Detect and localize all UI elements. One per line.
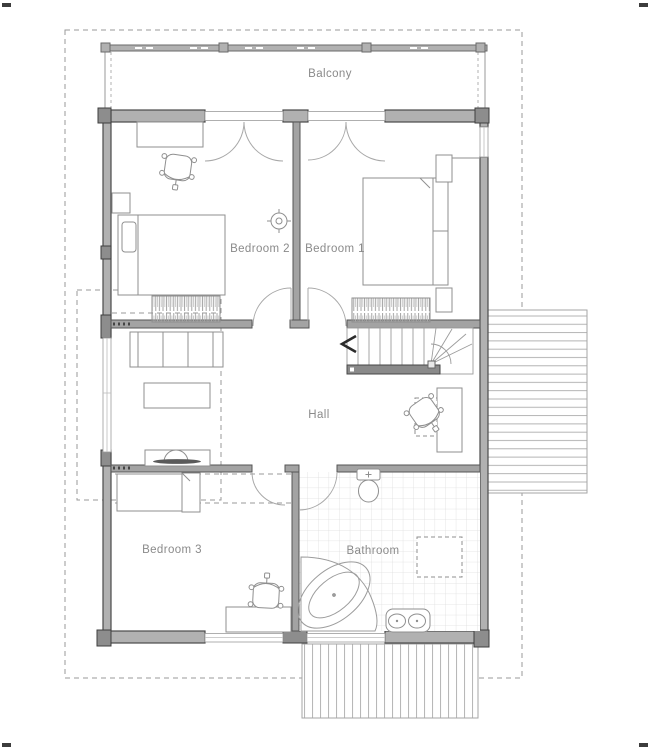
door-bedroom1 xyxy=(308,288,346,326)
exterior-wall-bottom-center-pier xyxy=(283,631,307,643)
staircase xyxy=(342,328,473,374)
bedroom2-furniture xyxy=(112,122,291,322)
door-bedroom3 xyxy=(252,472,285,505)
bedroom2-desk xyxy=(137,122,203,147)
exterior-wall-bottom-left xyxy=(103,631,205,643)
bedroom3-label: Bedroom 3 xyxy=(142,544,202,556)
bedroom1-nightstand-top xyxy=(436,155,452,182)
wall-bedroom1-bedroom2 xyxy=(293,122,300,322)
bedroom2-wardrobe xyxy=(152,296,220,322)
bathroom-dashed-shower-area xyxy=(417,537,462,577)
exterior-wall-top-left xyxy=(103,110,205,122)
wall-pier-bedroom-doors xyxy=(290,320,309,328)
hall-cabinet xyxy=(130,332,223,367)
balcony-door-bedroom2-left xyxy=(205,122,244,161)
exterior-wall-left-upper xyxy=(103,110,111,338)
wall-pier-bottom-doors xyxy=(285,465,299,472)
bedroom3-desk xyxy=(226,607,291,632)
bedroom1-nightstand-bottom xyxy=(436,288,452,312)
balcony-door-threshold-bedroom2 xyxy=(205,112,283,121)
toilet-bowl xyxy=(359,480,379,502)
hall-tv-screen xyxy=(153,459,201,464)
bathroom-label: Bathroom xyxy=(346,545,400,557)
balcony-door-threshold-bedroom1 xyxy=(308,112,385,121)
hall-desk xyxy=(437,388,462,452)
exterior-wall-top-right xyxy=(385,110,487,122)
balcony-rail-bar xyxy=(103,45,487,51)
bedroom3-pillow xyxy=(182,473,200,512)
hall-label: Hall xyxy=(308,409,330,421)
stair-handrail xyxy=(347,365,440,374)
bedroom3-bed xyxy=(117,474,182,511)
bedroom1-label: Bedroom 1 xyxy=(305,243,365,255)
double-sink-vanity xyxy=(386,609,430,632)
handrail-newel xyxy=(350,368,354,372)
exterior-wall-left-lower xyxy=(103,452,111,643)
bedroom2-chair xyxy=(158,153,197,193)
ceiling-light-symbol xyxy=(267,209,291,233)
balcony-door-bedroom1-right xyxy=(346,122,385,161)
vanity-counter xyxy=(386,609,430,632)
balcony-door-bedroom2-right xyxy=(244,122,283,161)
bedroom2-nightstand xyxy=(112,193,130,213)
corner-cap-top-left xyxy=(98,108,111,123)
balcony-railing xyxy=(101,43,487,110)
bedroom1-furniture xyxy=(352,155,480,322)
right-deck-stairs xyxy=(488,310,587,493)
exterior-wall-top-center xyxy=(283,110,308,122)
left-wall-pier-1 xyxy=(101,246,111,259)
corner-cap-top-right xyxy=(475,108,489,123)
exterior-wall-right xyxy=(480,157,488,643)
exterior-wall-bottom-right xyxy=(385,631,487,643)
hall-table xyxy=(144,383,210,408)
toilet xyxy=(357,469,380,502)
bottom-entry-stairs xyxy=(302,644,478,718)
door-bedroom2 xyxy=(253,288,291,326)
bedroom1-wardrobe xyxy=(352,298,430,322)
stair-winder-post xyxy=(428,361,435,368)
corner-cap-bottom-right xyxy=(474,630,489,647)
corner-cap-bottom-left xyxy=(97,630,111,646)
bedroom3-chair xyxy=(248,572,285,609)
bedroom2-label: Bedroom 2 xyxy=(230,243,290,255)
bedroom2-pillow xyxy=(122,222,136,252)
left-wall-pier-2 xyxy=(101,315,111,338)
balcony-door-bedroom1-left xyxy=(308,122,346,160)
balcony-label: Balcony xyxy=(308,68,352,80)
